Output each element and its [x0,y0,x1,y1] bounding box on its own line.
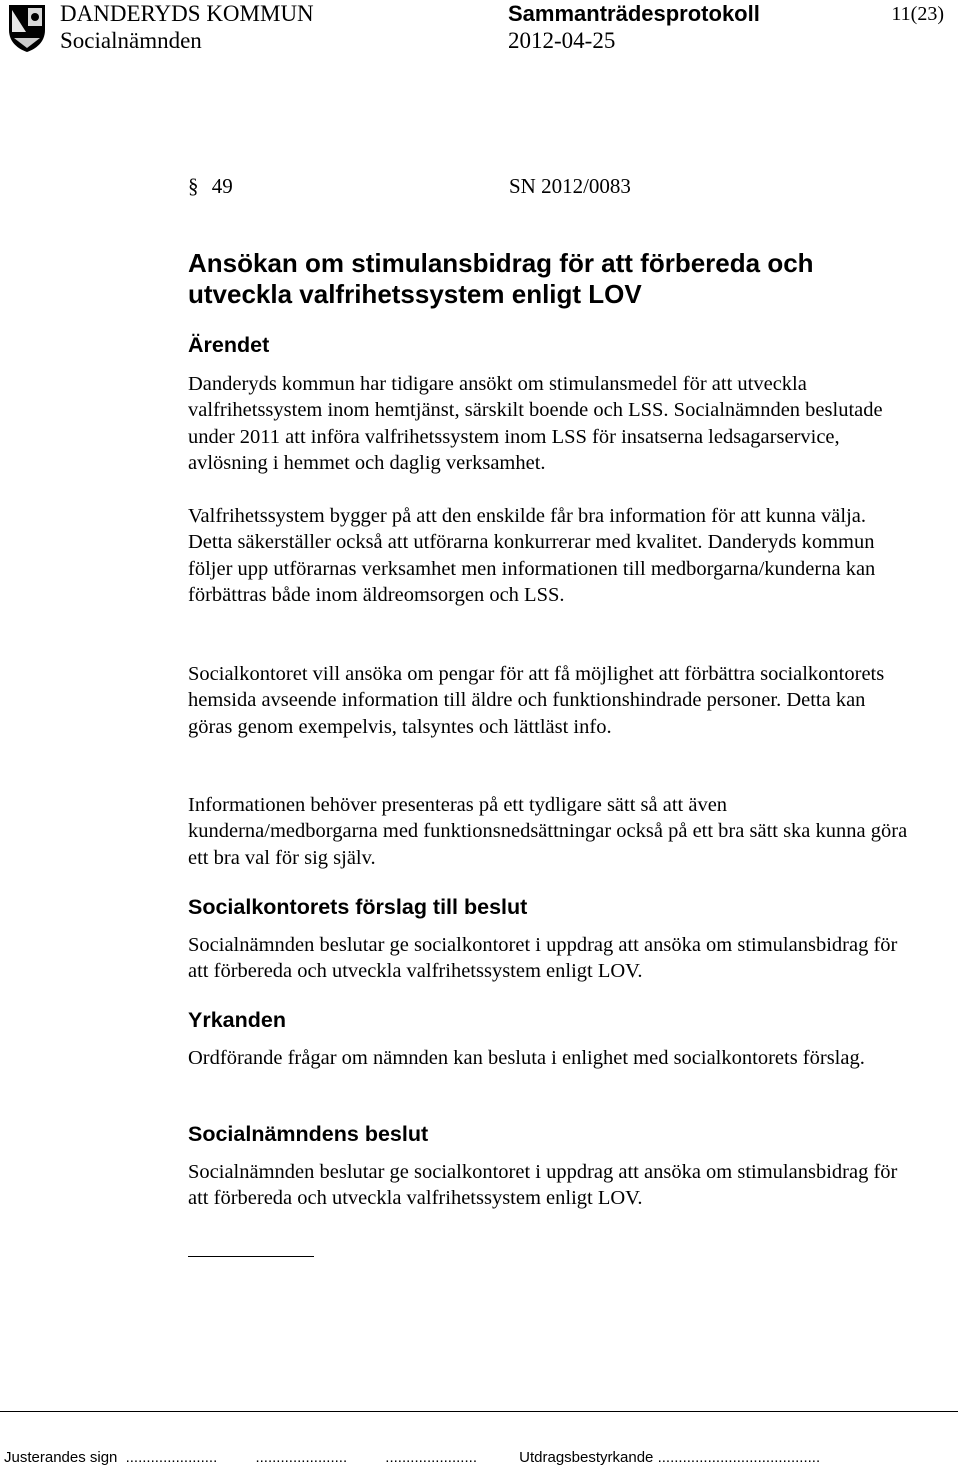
end-rule [188,1256,314,1257]
department-name: Socialnämnden [60,28,202,53]
meeting-date: 2012-04-25 [508,28,616,53]
case-reference: SN 2012/0083 [509,174,631,198]
sign-label: Justerandes sign [4,1449,118,1466]
paragraph-number: 49 [211,174,233,198]
arendet-paragraph-4: Informationen behöver presenteras på ett tydligare sätt så att även kunderna/medborgarna med funktionsnedsättningar också på ett bra sätt ska kunna göra ett bra val för sig själv. [188,794,908,869]
heading-arendet: Ärendet [188,333,270,357]
yrkanden-paragraph: Ordförande frågar om nämnden kan besluta i enlighet med socialkontorets förslag. [188,1047,865,1069]
heading-beslut: Socialnämndens beslut [188,1122,429,1146]
paragraph-line [188,172,233,200]
footer-divider [0,1411,958,1412]
page-number: 11(23) [891,3,944,25]
extract-label: Utdragsbestyrkande [519,1449,654,1466]
section-symbol: § [188,174,199,198]
beslut-paragraph: Socialnämnden beslutar ge socialkontoret i uppdrag att ansöka om stimulansbidrag för att förbereda och utveckla valfrihetssystem enligt LOV. [188,1161,898,1210]
arendet-paragraph-1: Danderyds kommun har tidigare ansökt om stimulansmedel för att utveckla valfrihetssystem inom hemtjänst, särskilt boende och LSS. Socialnämnden beslutade under 2011 att införa valfrihetssystem inom LSS för insatserna ledsagarservice, avlösning i hemmet och daglig verksamhet. [188,373,883,474]
footer [0,1447,960,1469]
sign-field-2: ...................... [255,1449,348,1466]
heading-forslag: Socialkontorets förslag till beslut [188,895,528,919]
page-title: Ansökan om stimulansbidrag för att förbereda och utveckla valfrihetssystem enligt LOV [188,248,814,309]
municipality-crest-icon [6,2,48,54]
document-type: Sammanträdesprotokoll [508,1,760,26]
forslag-paragraph: Socialnämnden beslutar ge socialkontoret i uppdrag att ansöka om stimulansbidrag för att förbereda och utveckla valfrihetssystem enligt LOV. [188,934,898,983]
heading-yrkanden: Yrkanden [188,1008,286,1032]
municipality-name: DANDERYDS KOMMUN [60,1,314,26]
extract-field: ....................................... [657,1449,821,1466]
sign-field-3: ...................... [385,1449,477,1466]
sign-field-1: ...................... [125,1449,218,1466]
arendet-paragraph-3: Socialkontoret vill ansöka om pengar för att få möjlighet att förbättra socialkontorets hemsida avseende information till äldre och funktionshindrade personer. Detta kan göras genom exempelvis, talsyntes och lättläst info. [188,663,885,738]
arendet-paragraph-2: Valfrihetssystem bygger på att den enskilde får bra information för att kunna välja. Detta säkerställer också att utförarna konkurrerar med kvalitet. Danderyds kommun följer upp utförarnas verksamhet men informationen till medborgarna/kunderna kan förbättras både inom äldreomsorgen och LSS. [188,505,876,606]
